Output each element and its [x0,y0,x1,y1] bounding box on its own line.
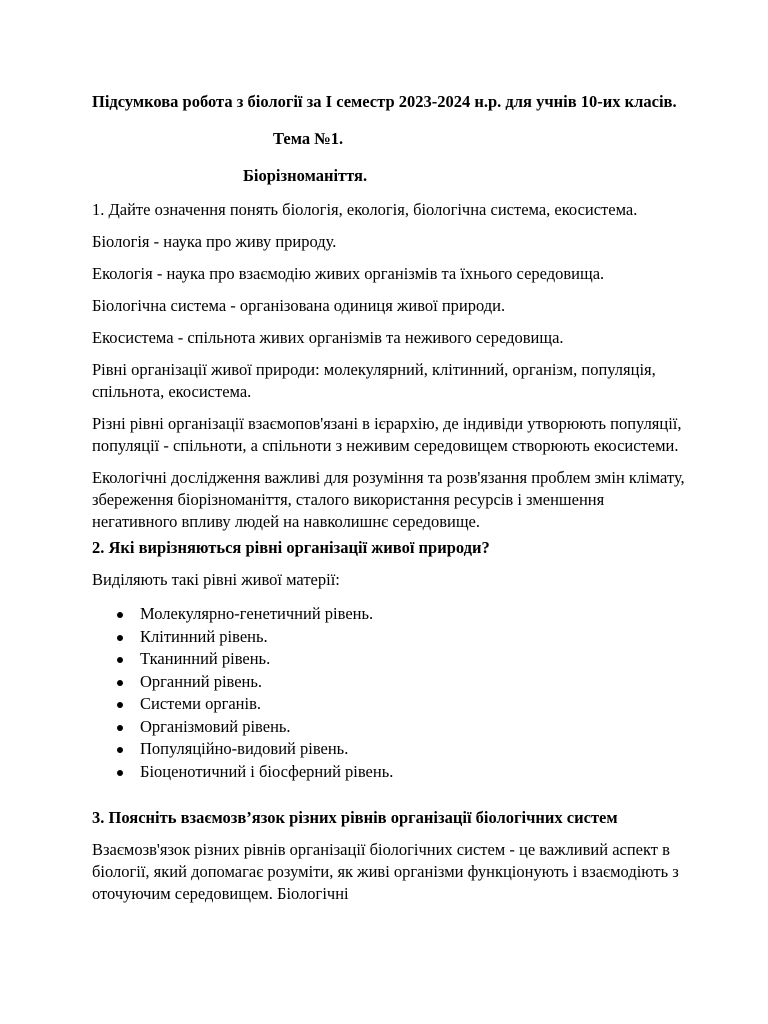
list-item [92,716,692,739]
bullet-icon [117,725,123,731]
definition-ecosystem: Екосистема - спільнота живих організмів та неживого середовища. [92,328,564,347]
levels-list [92,603,692,783]
list-item [92,648,692,671]
bullet-icon [117,612,123,618]
definition-biology: Біологія - наука про живу природу. [92,232,337,251]
organization-levels-paragraph: Рівні організації живої природи: молекулярний, клітинний, організм, популяція, спільнота, екосистема. [92,360,656,401]
definition-ecology: Екологія - наука про взаємодію живих організмів та їхнього середовища. [92,264,605,283]
list-item [92,671,692,694]
bullet-icon [117,635,123,641]
list-item [92,761,692,784]
question-1: 1. Дайте означення понять біологія, екологія, біологічна система, екосистема. [92,200,638,219]
list-item-label: Організмовий рівень. [140,716,291,736]
question-2-intro: Виділяють такі рівні живої матерії: [92,570,340,589]
document-title: Підсумкова робота з біології за І семестр 2023-2024 н.р. для учнів 10-их класів. [92,92,677,111]
bullet-icon [117,680,123,686]
list-item [92,626,692,649]
question-3: 3. Поясніть взаємозв’язок різних рівнів організації біологічних систем [92,808,618,827]
bullet-icon [117,702,123,708]
list-item-label: Тканинний рівень. [140,649,271,668]
list-item [92,738,692,761]
list-item-label: Клітинний рівень. [140,626,268,646]
list-item-label: Системи органів. [140,694,262,713]
bullet-icon [117,747,123,753]
bullet-icon [117,770,123,776]
theme-heading: Біорізноманіття. [243,166,368,185]
topic-heading: Тема №1. [273,129,344,148]
list-item [92,603,692,626]
question-3-answer: Взаємозв'язок різних рівнів організації біологічних систем - це важливий аспект в біології, який допомагає розуміти, як живі організми функціонують і взаємодіють з оточуючим середовищем. Біологічні [92,840,679,903]
document-content [92,91,692,915]
list-item-label: Органний рівень. [140,671,263,691]
question-2: 2. Які вирізняються рівні організації живої природи? [92,538,490,557]
hierarchy-paragraph: Різні рівні організації взаємопов'язані в ієрархію, де індивіди утворюють популяції, популяції - спільноти, а спільноти з неживим середовищем створюють екосистеми. [92,414,682,455]
list-item-label: Молекулярно-генетичний рівень. [140,604,374,623]
bullet-icon [117,657,123,663]
ecology-research-paragraph: Екологічні дослідження важливі для розуміння та розв'язання проблем змін клімату, збереження біорізноманіття, сталого використання ресурсів і зменшення негативного впливу людей на навколишнє середовище. [92,468,685,531]
definition-biological-system: Біологічна система - організована одиниця живої природи. [92,296,506,315]
list-item-label: Біоценотичний і біосферний рівень. [140,761,394,781]
list-item [92,693,692,716]
list-item-label: Популяційно-видовий рівень. [140,739,349,758]
